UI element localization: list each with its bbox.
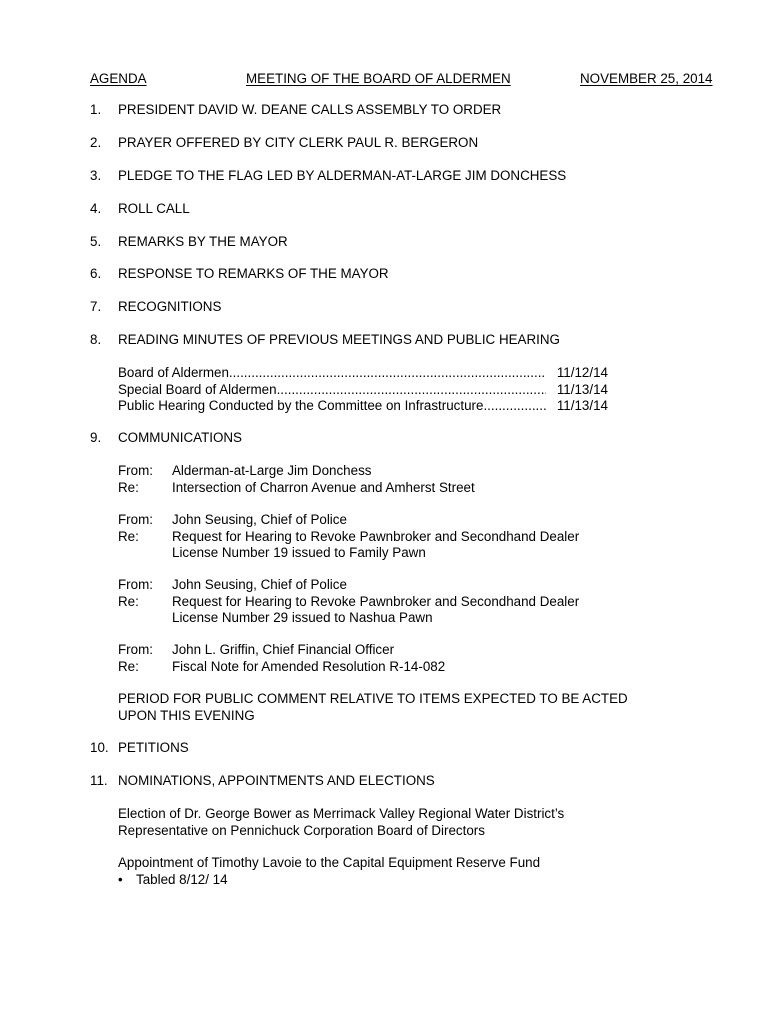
communication-4 bbox=[118, 642, 678, 675]
appointment-text: Appointment of Timothy Lavoie to the Capital Equipment Reserve Fund bbox=[118, 855, 541, 870]
re-value: Request for Hearing to Revoke Pawnbroker and Secondhand Dealer bbox=[172, 528, 580, 544]
minutes-date: 11/13/14 bbox=[556, 398, 608, 413]
re-key: Re: bbox=[118, 593, 139, 609]
minutes-label: Board of Aldermen bbox=[118, 365, 229, 380]
public-comment-notice: PERIOD FOR PUBLIC COMMENT RELATIVE TO ITEMS EXPECTED TO BE ACTED UPON THIS EVENING bbox=[118, 691, 628, 723]
header-date: NOVEMBER 25, 2014 bbox=[580, 71, 713, 86]
from-key: From: bbox=[118, 642, 153, 657]
from-value: John Seusing, Chief of Police bbox=[172, 577, 347, 592]
agenda-item-9: 9. COMMUNICATIONS bbox=[90, 430, 242, 445]
agenda-item-5: 5. REMARKS BY THE MAYOR bbox=[90, 234, 288, 249]
re-key: Re: bbox=[118, 658, 139, 674]
header-meeting-title: MEETING OF THE BOARD OF ALDERMEN bbox=[246, 71, 511, 86]
minutes-label: Public Hearing Conducted by the Committee on Infrastructure bbox=[118, 398, 484, 413]
agenda-item-6: 6. RESPONSE TO REMARKS OF THE MAYOR bbox=[90, 266, 389, 281]
from-key: From: bbox=[118, 577, 153, 592]
communication-2 bbox=[118, 512, 678, 562]
re-value: Fiscal Note for Amended Resolution R-14-082 bbox=[172, 658, 446, 674]
agenda-item-1: 1. PRESIDENT DAVID W. DEANE CALLS ASSEMBLY TO ORDER bbox=[90, 102, 502, 117]
minutes-table bbox=[118, 365, 608, 415]
dot-leader bbox=[277, 382, 546, 399]
agenda-item-7: 7. RECOGNITIONS bbox=[90, 299, 222, 314]
dot-leader bbox=[229, 365, 546, 382]
re-value: Request for Hearing to Revoke Pawnbroker and Secondhand Dealer bbox=[172, 593, 580, 609]
agenda-item-4: 4. ROLL CALL bbox=[90, 201, 190, 216]
from-value: Alderman-at-Large Jim Donchess bbox=[172, 463, 372, 478]
bullet-icon: • bbox=[118, 872, 123, 887]
minutes-date: 11/12/14 bbox=[556, 365, 608, 380]
agenda-item-3: 3. PLEDGE TO THE FLAG LED BY ALDERMAN-AT-LARGE JIM DONCHESS bbox=[90, 168, 567, 183]
agenda-item-8: 8. READING MINUTES OF PREVIOUS MEETINGS AND PUBLIC HEARING bbox=[90, 332, 560, 347]
agenda-item-10: 10. PETITIONS bbox=[90, 740, 189, 755]
communication-1 bbox=[118, 463, 678, 496]
from-value: John Seusing, Chief of Police bbox=[172, 512, 347, 527]
agenda-item-2: 2. PRAYER OFFERED BY CITY CLERK PAUL R. BERGERON bbox=[90, 135, 479, 150]
from-key: From: bbox=[118, 512, 153, 527]
from-key: From: bbox=[118, 463, 153, 478]
election-text: Election of Dr. George Bower as Merrimack Valley Regional Water District’s Representative on Pennichuck Corporation Board of Directors bbox=[118, 806, 565, 838]
minutes-row bbox=[118, 382, 608, 399]
communication-3 bbox=[118, 577, 678, 627]
minutes-row bbox=[118, 365, 608, 382]
from-value: John L. Griffin, Chief Financial Officer bbox=[172, 642, 395, 657]
bullet-text: Tabled 8/12/ 14 bbox=[136, 872, 228, 887]
dot-leader bbox=[483, 398, 546, 415]
agenda-item-11: 11. NOMINATIONS, APPOINTMENTS AND ELECTIONS bbox=[90, 773, 435, 788]
re-value-continued: License Number 19 issued to Family Pawn bbox=[172, 545, 426, 560]
re-value-continued: License Number 29 issued to Nashua Pawn bbox=[172, 610, 433, 625]
re-value: Intersection of Charron Avenue and Amherst Street bbox=[172, 479, 475, 495]
bullet-item bbox=[118, 872, 228, 889]
minutes-row bbox=[118, 398, 608, 415]
minutes-date: 11/13/14 bbox=[556, 381, 608, 397]
re-key: Re: bbox=[118, 479, 139, 495]
header-agenda-label: AGENDA bbox=[90, 71, 147, 86]
minutes-label: Special Board of Aldermen bbox=[118, 381, 277, 397]
re-key: Re: bbox=[118, 528, 139, 544]
